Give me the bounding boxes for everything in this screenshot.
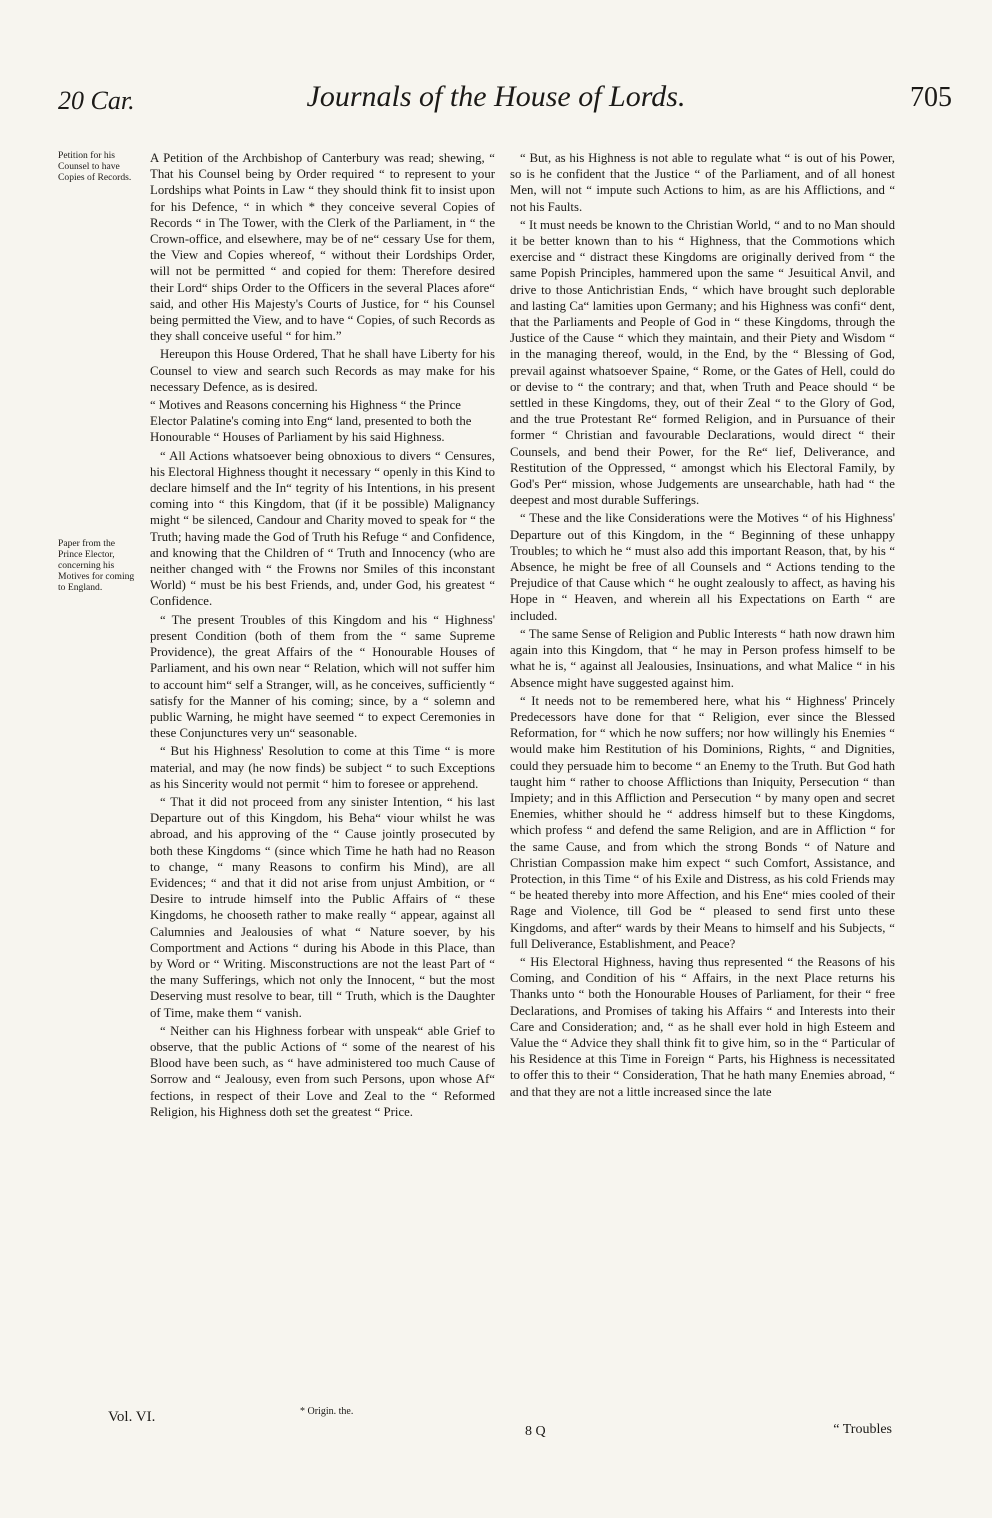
left-column xyxy=(150,150,495,1122)
volume-label: Vol. VI. xyxy=(108,1409,156,1425)
header-left: 20 Car. xyxy=(58,86,135,115)
paragraph: “ It needs not to be remembered here, what his “ Highness' Princely Predecessors have done for that “ Religion, ever since the Blessed Reformation, for “ which he now suffers; nor how willingly his Enemies “ would make him Restitution of his Dominions, Rights, “ and Dignities, could they persuade him to become “ an Enemy to the Truth. But God hath taught him “ rather to choose Afflictions than Iniquity, Persecution “ than Impiety; and in this Affliction and Persecution “ by many open and secret Enemies, whither should he “ address himself but to these Kingdoms, which profess “ and defend the same Religion, and are in Affliction “ for the same Cause, and from which the strong Bonds “ of Nature and Christian Compassion make him expect “ such Comfort, Assistance, and Protection, in this Time “ of his Exile and Distress, as his cold Friends may “ be heated thereby into more Affection, and his Ene“ mies cooled of their Rage and Violence, till God be “ pleased to send first unto these Kingdoms, and after“ wards by their Means to himself and his Subjects, “ full Deliverance, Establishment, and Peace? xyxy=(510,693,895,951)
paragraph: “ It must needs be known to the Christian World, “ and to no Man should it be better known than to his “ Highness, that the Commotions which exercise and “ distract these Kingdoms are originally derived from “ the same Popish Principles, hammered upon the same “ Jesuitical Anvil, and drive to those Antichristian Ends, “ which have brought such deplorable and lasting Ca“ lamities upon Germany; and his Highness was confi“ dent, that the Parliaments and People of God in “ these Kingdoms, through the Justice of the Cause “ which they maintain, and their Piety and Wisdom “ in the managing thereof, would, in the End, by the “ Blessing of God, prevail against whatsoever Spaine, “ Rome, or the Gates of Hell, could do or devise to “ the contrary; and that, when Truth and Peace should “ be settled in these Kingdoms, they, out of their Zeal “ to the Glory of God, and the true Protestant Re“ formed Religion, and in Pursuance of their former “ Christian and favourable Declarations, would direct “ their Counsels, and bend their Power, for the Re“ lief, Deliverance, and Restitution of the Oppressed, “ amongst which his Electoral Family, by God's Per“ mission, whose Judgements are unsearchable, hath had “ the deepest and most durable Sufferings. xyxy=(510,217,895,508)
paragraph: “ But, as his Highness is not able to regulate what “ is out of his Power, so is he confident that the Justice “ of the Parliament, and of all honest Men, will not “ impute such Actions to him, as are his Afflictions, and “ not his Faults. xyxy=(510,151,895,214)
margin-note-petition: Petition for his Counsel to have Copies of Records. xyxy=(58,150,132,183)
page-number: 705 xyxy=(910,82,952,113)
header-title: Journals of the House of Lords. xyxy=(306,80,686,113)
paragraph: “ The present Troubles of this Kingdom and his “ Highness' present Condition (both of them from the “ same Supreme Providence), the great Affairs of the “ Honourable Houses of Parliament, and his own near “ Relation, which will not suffer him to account him“ self a Stranger, will, as he conceives, sufficiently “ satisfy for the Manner of his coming; since, by a “ solemn and public Warning, he might have seemed “ to expect Ceremonies in these Conjunctures very un“ seasonable. xyxy=(150,612,495,741)
paragraph: “ That it did not proceed from any sinister Intention, “ his last Departure out of this Kingdom, his Beha“ viour whilst he was abroad, and his approving of the “ Cause jointly prosecuted by both these Kingdoms “ (since which Time he hath had no Reason to change, “ many Reasons to confirm his Mind), are all Evidences; “ and that it did not arise from unjust Ambition, or “ Desire to intrude himself into the Public Affairs of “ these Kingdoms, he chooseth rather to make really “ appear, against all Calumnies and Jealousies of what “ Nature soever, by his Comportment and Actions “ during his Abode in this Place, than by Word or “ Writing. Misconstructions are not the least Part of “ the many Sufferings, which not only the Innocent, “ but the most Deserving must resolve to bear, till “ Truth, which is the Daughter of Time, make them “ vanish. xyxy=(150,794,495,1020)
margin-note-paper: Paper from the Prince Elector, concerning his Motives for coming to England. xyxy=(58,538,135,593)
paragraph: A Petition of the Archbishop of Canterbury was read; shewing, “ That his Counsel being by Order required “ to represent to your Lordships what Points in Law “ they should think fit to insist upon for his Defence, “ in which * they conceive several Copies of Records “ in The Tower, with the Clerk of the Parliament, in “ the Crown-office, and elsewhere, may be of ne“ cessary Use for them, the View and Copies whereof, “ without their Lordships Order, will not be permitted “ and copied for them: Therefore desired their Lord“ ships Order to the Officers in the several Places afore“ said, and other His Majesty's Courts of Justice, for “ his Counsel being permitted the View, and to have “ Copies, of such Records as they shall conceive useful “ for him.” xyxy=(150,151,495,344)
paragraph: “ All Actions whatsoever being obnoxious to divers “ Censures, his Electoral Highness thought it necessary “ openly in this Kind to declare himself and the In“ tegrity of his Intentions, in his present coming into “ this Kingdom, that (if it be possible) Malignancy might “ be silenced, Candour and Charity moved to speak for “ the Truth; having made the God of Truth his Refuge “ and Confidence, and knowing that the Children of “ Truth and Innocency (who are neither changed with “ the Frowns nor Smiles of this inconstant World) “ must be his best Friends, and, under God, his greatest “ Confidence. xyxy=(150,448,495,609)
paragraph: “ His Electoral Highness, having thus represented “ the Reasons of his Coming, and Condition of his “ Affairs, in the next Place returns his Thanks unto “ both the Honourable Houses of Parliament, for their “ free Declarations, and Promises of taking his Affairs “ and Interests into their Care and Consideration; and, “ as he shall ever hold in high Esteem and Value the “ Advice they shall think fit to give him, so in the “ Particular of his Residence at this Time in Foreign “ Parts, his Highness is necessitated to offer this to their “ Consideration, That he hath many Enemies abroad, “ and that they are not a little increased since the late xyxy=(510,954,895,1099)
footnote: * Origin. the. xyxy=(300,1406,354,1417)
paragraph: “ The same Sense of Religion and Public Interests “ hath now drawn him again into this Kingdom, that “ he may in Person profess himself to be what he is, “ against all Jealousies, Insinuations, and what Malice “ in his Absence might have suggested against him. xyxy=(510,626,895,690)
paragraph: “ Neither can his Highness forbear with unspeak“ able Grief to observe, that the public Actions of “ some of the nearest of his Blood have been such, as “ have administered too much Cause of Sorrow and “ Jealousy, even from such Persons, upon whose Af“ fections, in respect of their Love and Zeal to the “ Reformed Religion, his Highness doth set the greatest “ Price. xyxy=(150,1023,495,1119)
signature-mark: 8 Q xyxy=(525,1424,546,1439)
paragraph: Hereupon this House Ordered, That he shall have Liberty for his Counsel to view and search such Records as may make for his necessary Defence, as is desired. xyxy=(150,347,495,394)
right-column xyxy=(510,150,895,1102)
section-title: “ Motives and Reasons concerning his Highness “ the Prince Elector Palatine's coming into Eng“ land, presented to both the Honourable “ Houses of Parliament by his said Highness. xyxy=(150,398,472,445)
paragraph: “ These and the like Considerations were the Motives “ of his Highness' Departure out of this Kingdom, in the “ Beginning of these unhappy Troubles; to which he “ must also add this important Reason, that, by his “ Absence, he might be free of all Counsels and “ Actions tending to the Prejudice of that Cause which “ he ought zealously to affect, as having his Hope in “ Heaven, and wherein all his Expectations on Earth “ are included. xyxy=(510,511,895,623)
catchword: “ Troubles xyxy=(833,1422,892,1437)
paragraph: “ But his Highness' Resolution to come at this Time “ is more material, and may (he now finds) be subject “ to such Exceptions as his Sincerity would not permit “ him to foresee or apprehend. xyxy=(150,744,495,791)
